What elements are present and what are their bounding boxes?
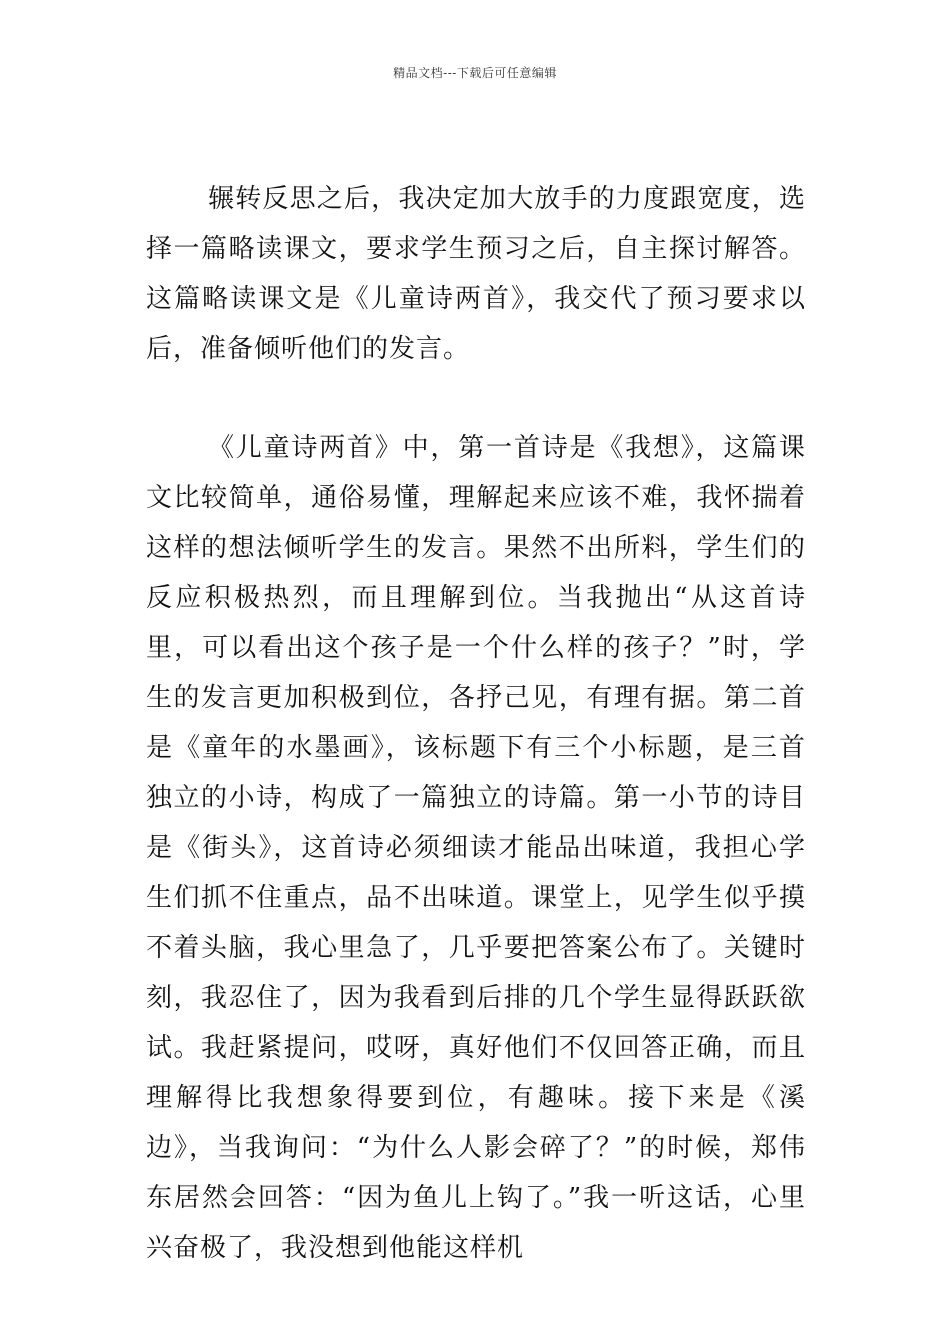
- paragraph: 《儿童诗两首》中，第一首诗是《我想》，这篇课文比较简单，通俗易懂，理解起来应该不难，我怀揣着这样的想法倾听学生的发言。果然不出所料，学生们的反应积极热烈，而且理解到位。当我抛出“从这首诗里，可以看出这个孩子是一个什么样的孩子？”时，学生的发言更加积极到位，各抒己见，有理有据。第二首是《童年的水墨画》，该标题下有三个小标题，是三首独立的小诗，构成了一篇独立的诗篇。第一小节的诗目是《街头》，这首诗必须细读才能品出味道，我担心学生们抓不住重点，品不出味道。课堂上，见学生似乎摸不着头脑，我心里急了，几乎要把答案公布了。关键时刻，我忍住了，因为我看到后排的几个学生显得跃跃欲试。我赶紧提问，哎呀，真好他们不仅回答正确，而且理解得比我想象得要到位，有趣味。接下来是《溪边》，当我询问：“为什么人影会碎了？”的时候，郑伟东居然会回答：“因为鱼儿上钩了。”我一听这话，心里兴奋极了，我没想到他能这样机: [146, 433, 806, 1263]
- body-text-block-1: [146, 174, 806, 374]
- body-text-block-2: [146, 423, 806, 1273]
- paragraph: 辗转反思之后，我决定加大放手的力度跟宽度，选择一篇略读课文，要求学生预习之后，自主探讨解答。这篇略读课文是《儿童诗两首》，我交代了预习要求以后，准备倾听他们的发言。: [146, 184, 806, 364]
- page-header: 精品文档---下载后可任意编辑: [393, 66, 557, 80]
